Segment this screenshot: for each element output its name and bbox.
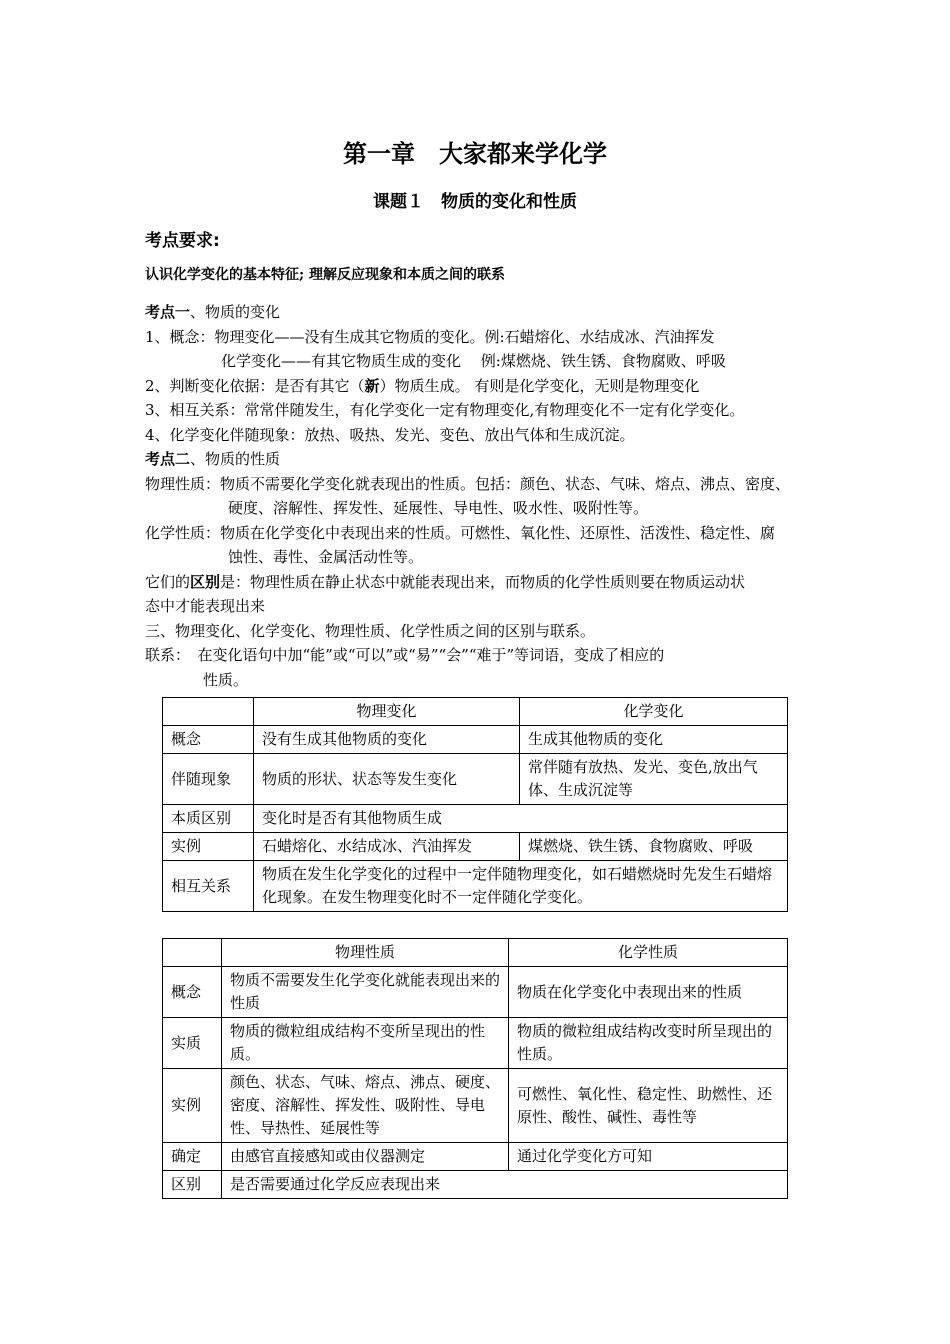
table-header-chemical-change: 化学变化 xyxy=(520,698,788,726)
basis-text-b: ）物质生成。 有则是化学变化，无则是物理变化 xyxy=(379,376,700,395)
table-cell xyxy=(163,698,254,726)
table-cell: 物质在化学变化中表现出来的性质 xyxy=(509,967,788,1018)
table-cell xyxy=(163,939,222,967)
row-label: 区别 xyxy=(163,1171,222,1199)
diff-text-a: 它们的 xyxy=(145,572,191,591)
table-cell: 物质的微粒组成结构改变时所呈现出的性质。 xyxy=(509,1018,788,1069)
table-cell: 石蜡熔化、水结成冰、汽油挥发 xyxy=(254,833,520,861)
basis-bold: 新 xyxy=(364,376,380,395)
row-label: 实例 xyxy=(163,833,254,861)
table-header-physical-property: 物理性质 xyxy=(222,939,509,967)
table-cell: 颜色、状态、气味、熔点、沸点、硬度、密度、溶解性、挥发性、吸附性、导电性、导热性、延展性等 xyxy=(222,1069,509,1143)
table-row xyxy=(163,1018,788,1069)
chemical-line-a: 化学性质：物质在化学变化中表现出来的性质。可燃性、氧化性、还原性、活泼性、稳定性、腐 xyxy=(145,523,776,542)
physical-line-a: 物理性质：物质不需要化学变化就表现出的性质。包括：颜色、状态、气味、熔点、沸点、密度、 xyxy=(145,474,791,493)
diff-text-b: 是：物理性质在静止状态中就能表现出来，而物质的化学性质则要在物质运动状 xyxy=(220,572,746,591)
table-cell: 物质不需要发生化学变化就能表现出来的性质 xyxy=(222,967,509,1018)
table-row xyxy=(163,967,788,1018)
section3-heading: 三、物理变化、化学变化、物理性质、化学性质之间的区别与联系。 xyxy=(145,621,596,640)
row-label: 相互关系 xyxy=(163,861,254,912)
table-row xyxy=(163,754,788,805)
table-cell: 通过化学变化方可知 xyxy=(509,1143,788,1171)
table-row xyxy=(163,805,788,833)
link-line-a: 联系： 在变化语句中加“能”或“可以”或“易”“会”“难于”等词语，变成了相应的 xyxy=(145,646,665,664)
lesson-title: 课题１ 物质的变化和性质 xyxy=(373,192,577,212)
table-cell: 物质的微粒组成结构不变所呈现出的性质。 xyxy=(222,1018,509,1069)
chapter-title: 第一章 大家都来学化学 xyxy=(343,140,607,168)
concept-line-b: 化学变化——有其它物质生成的变化 例:煤燃烧、铁生锈、食物腐败、呼吸 xyxy=(221,352,726,370)
table-header-chemical-property: 化学性质 xyxy=(509,939,788,967)
table-cell: 没有生成其他物质的变化 xyxy=(254,726,520,754)
point2-label: 考点二 xyxy=(145,450,191,468)
row-label: 概念 xyxy=(163,967,222,1018)
concept-line-a: 1、概念：物理变化——没有生成其它物质的变化。例:石蜡熔化、水结成冰、汽油挥发 xyxy=(145,327,715,346)
basis-line xyxy=(145,374,813,399)
table-cell: 常伴随有放热、发光、变色,放出气体、生成沉淀等 xyxy=(520,754,788,805)
chemical-line-b: 蚀性、毒性、金属活动性等。 xyxy=(228,548,424,566)
table-row xyxy=(163,939,788,967)
relation-line: 3、相互关系：常常伴随发生，有化学变化一定有物理变化,有物理变化不一定有化学变化。 xyxy=(145,401,745,419)
table-cell: 物质在发生化学变化的过程中一定伴随物理变化，如石蜡燃烧时先发生石蜡熔化现象。在发生物理变化时不一定伴随化学变化。 xyxy=(254,861,788,912)
basis-text-a: 2、判断变化依据：是否有其它（ xyxy=(145,376,365,395)
table-row xyxy=(163,1143,788,1171)
table-header-physical-change: 物理变化 xyxy=(254,698,520,726)
table-cell: 煤燃烧、铁生锈、食物腐败、呼吸 xyxy=(520,833,788,861)
diff-bold: 区别 xyxy=(190,572,221,591)
table-row xyxy=(163,861,788,912)
physical-line-b: 硬度、溶解性、挥发性、延展性、导电性、吸水性、吸附性等。 xyxy=(228,499,649,517)
phenomena-line: 4、化学变化伴随现象：放热、吸热、发光、变色、放出气体和生成沉淀。 xyxy=(145,425,635,444)
difference-line xyxy=(145,570,813,595)
table-row xyxy=(163,726,788,754)
row-label: 确定 xyxy=(163,1143,222,1171)
change-comparison-table xyxy=(162,697,788,912)
table-cell: 由感官直接感知或由仪器测定 xyxy=(222,1143,509,1171)
row-label: 伴随现象 xyxy=(163,754,254,805)
table-row xyxy=(163,833,788,861)
requirements-text: 认识化学变化的基本特征; 理解反应现象和本质之间的联系 xyxy=(145,267,506,283)
difference-line-c: 态中才能表现出来 xyxy=(145,597,266,615)
table-cell: 物质的形状、状态等发生变化 xyxy=(254,754,520,805)
row-label: 概念 xyxy=(163,726,254,754)
property-comparison-table xyxy=(162,938,788,1199)
table-row xyxy=(163,1069,788,1143)
point2-title: 、物质的性质 xyxy=(190,450,281,468)
row-label: 实例 xyxy=(163,1069,222,1143)
point1-title: 、物质的变化 xyxy=(190,303,281,321)
point2-heading xyxy=(145,447,813,472)
link-line-b: 性质。 xyxy=(203,670,249,689)
table-cell: 变化时是否有其他物质生成 xyxy=(254,805,788,833)
row-label: 实质 xyxy=(163,1018,222,1069)
table-cell: 可燃性、氧化性、稳定性、助燃性、还原性、酸性、碱性、毒性等 xyxy=(509,1069,788,1143)
point1-label: 考点一 xyxy=(145,303,191,321)
table-row xyxy=(163,1171,788,1199)
table-row xyxy=(163,698,788,726)
row-label: 本质区别 xyxy=(163,805,254,833)
table-cell: 生成其他物质的变化 xyxy=(520,726,788,754)
table-cell: 是否需要通过化学反应表现出来 xyxy=(222,1171,788,1199)
requirements-heading: 考点要求: xyxy=(145,231,220,251)
point1-heading xyxy=(145,300,813,325)
body-text xyxy=(145,300,813,692)
